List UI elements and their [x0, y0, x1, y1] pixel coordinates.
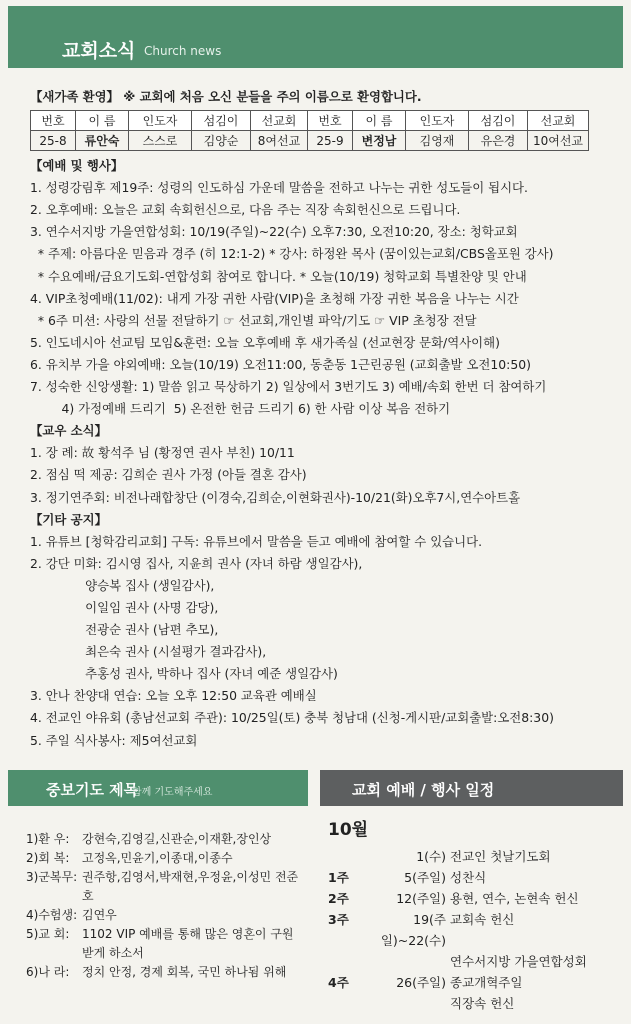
newcomers-header-row: [31, 111, 589, 131]
schedule-row: [328, 888, 618, 909]
newcomers-cell: 류안숙: [76, 131, 129, 151]
schedule-date: 1(수): [416, 849, 446, 864]
schedule-week: 1주: [328, 870, 349, 885]
prayer-item-key: 4)수험생:: [26, 908, 78, 922]
prayer-item-key: 2)회 복:: [26, 851, 70, 865]
prayer-item-value: 정치 안정, 경제 회복, 국민 하나됨 위해: [82, 965, 287, 979]
schedule-date: [366, 951, 450, 972]
prayer-item: [26, 830, 301, 849]
other-item: 5. 주일 식사봉사: 제5여선교회: [30, 732, 198, 748]
newcomers-column-header: 번호: [308, 111, 353, 131]
prayer-item-value: 1102 VIP 예배를 통해 많은 영혼이 구원받게 하소서: [82, 927, 294, 960]
schedule-event: 종교개혁주일: [450, 975, 523, 990]
newcomers-cell: 25-9: [308, 131, 353, 151]
newcomers-table: [30, 110, 589, 151]
schedule-row: [328, 951, 618, 972]
prayer-item-value: 권주항,김영서,박재현,우정윤,이성민 전준호: [82, 870, 299, 903]
schedule-header: [320, 770, 623, 806]
members-list: [30, 442, 615, 508]
other-title: 【기타 공지】: [30, 511, 107, 527]
other-item: 이일임 권사 (사명 감당),: [30, 599, 219, 615]
members-item: 3. 정기연주회: 비전나래합창단 (이경숙,김희순,이현화권사)-10/21(화)오후7시,연수아트홀: [30, 489, 521, 505]
prayer-title: 중보기도 제목: [46, 781, 139, 799]
newcomers-cell: 김양순: [192, 131, 251, 151]
worship-item: 6. 유치부 가을 야외예배: 오늘(10/19) 오전11:00, 동춘동 1근린공원 (교회출발 오전10:50): [30, 356, 531, 372]
prayer-item-value: 강현숙,김영길,신관순,이재환,장인상: [82, 832, 272, 846]
newcomers-column-header: 이 름: [76, 111, 129, 131]
prayer-item: [26, 868, 301, 906]
schedule-week: [328, 993, 366, 1014]
schedule-date: 19(주일)~22(수): [380, 912, 446, 948]
prayer-item-key: 3)군복무:: [26, 870, 78, 884]
schedule-date: 26(주일): [396, 975, 446, 990]
worship-item: * 수요예배/금요기도회-연합성회 참여로 합니다. * 오늘(10/19) 청학교회 특별찬양 및 안내: [30, 268, 527, 284]
newcomers-cell: 25-8: [31, 131, 76, 151]
newcomers-cell: 10여선교: [528, 131, 589, 151]
worship-item: 4) 가정예배 드리기 5) 온전한 헌금 드리기 6) 한 사람 이상 복음 전하기: [30, 401, 451, 417]
schedule-date: 12(주일): [396, 891, 446, 906]
worship-item: * 6주 미션: 사랑의 선물 전달하기 ☞ 선교회,개인별 파악/기도 ☞ VIP 초청장 전달: [30, 312, 477, 328]
newcomers-column-header: 선교회: [251, 111, 308, 131]
schedule-date: 5(주일): [404, 870, 446, 885]
other-item: 4. 전교인 야유회 (총남선교회 주관): 10/25일(토) 충북 청남대 (신청-게시판/교회출발:오전8:30): [30, 710, 554, 726]
schedule-row: [328, 993, 618, 1014]
schedule-week: 3주: [328, 912, 349, 927]
newcomers-cell: 스스로: [129, 131, 192, 151]
prayer-item-key: 6)나 라:: [26, 965, 70, 979]
page-subtitle: Church news: [144, 44, 222, 58]
other-item: 3. 안나 찬양대 연습: 오늘 오후 12:50 교육관 예배실: [30, 688, 317, 704]
other-item: 양승복 집사 (생일감사),: [30, 577, 215, 593]
newcomers-column-header: 이 름: [353, 111, 406, 131]
worship-item: 7. 성숙한 신앙생활: 1) 말씀 읽고 묵상하기 2) 일상에서 3번기도 3) 예배/속회 한번 더 참여하기: [30, 379, 547, 395]
prayer-item-key: 5)교 회:: [26, 927, 70, 941]
worship-item: 2. 오후예배: 오늘은 교회 속회헌신으로, 다음 주는 직장 속회헌신으로 드립니다.: [30, 202, 461, 218]
worship-item: 1. 성령강림후 제19주: 성령의 인도하심 가운데 말씀을 전하고 나누는 귀한 성도들이 됩시다.: [30, 180, 528, 196]
prayer-list: [26, 830, 301, 982]
prayer-item-key: 1)환 우:: [26, 832, 70, 846]
other-item: 1. 유튜브 [청학감리교회] 구독: 유튜브에서 말씀을 듣고 예배에 참여할 수 있습니다.: [30, 533, 483, 549]
worship-item: 4. VIP초청예배(11/02): 내게 가장 귀한 사람(VIP)을 초청해 가장 귀한 복음을 나누는 시간: [30, 290, 519, 306]
members-item: 1. 장 례: 故 황석주 님 (황정연 권사 부친) 10/11: [30, 445, 295, 461]
newcomers-column-header: 번호: [31, 111, 76, 131]
worship-item: 5. 인도네시아 선교팀 모임&훈련: 오늘 오후예배 후 새가족실 (선교현장 문화/역사이해): [30, 334, 500, 350]
schedule-week: [328, 846, 366, 867]
members-title: 【교우 소식】: [30, 423, 107, 439]
newcomers-column-header: 섬김이: [469, 111, 528, 131]
schedule-event: 성찬식: [450, 870, 487, 885]
other-item: 추홍성 권사, 박하나 집사 (자녀 예준 생일감사): [30, 666, 338, 682]
newcomers-cell: 변정남: [353, 131, 406, 151]
schedule-row: [328, 972, 618, 993]
schedule-week: [328, 951, 366, 972]
newcomers-cell: 유은경: [469, 131, 528, 151]
schedule-week: 4주: [328, 975, 349, 990]
page-header: [8, 6, 623, 68]
prayer-item-value: 김연우: [82, 908, 117, 922]
worship-item: * 주제: 아름다운 믿음과 경주 (히 12:1-2) * 강사: 하정완 목사 (꿈이있는교회/CBS올포원 강사): [30, 246, 554, 262]
prayer-subtitle: 함께 기도해주세요: [132, 787, 213, 798]
prayer-item: [26, 963, 301, 982]
prayer-item: [26, 906, 301, 925]
newcomers-data-row: [31, 131, 589, 151]
schedule-list: [328, 815, 618, 1014]
newcomers-cell: 김영재: [406, 131, 469, 151]
page-title: 교회소식: [62, 40, 136, 62]
schedule-event: 전교인 첫날기도회: [450, 849, 551, 864]
prayer-item: [26, 925, 301, 963]
schedule-event: 직장속 헌신: [450, 996, 515, 1011]
prayer-item: [26, 849, 301, 868]
schedule-event: 교회속 헌신: [450, 912, 515, 927]
schedule-event: 연수서지방 가을연합성회: [450, 954, 587, 969]
prayer-item-value: 고정옥,민윤기,이종대,이종수: [82, 851, 233, 865]
worship-list: [30, 177, 615, 420]
schedule-date: [366, 993, 450, 1014]
prayer-header: [8, 770, 308, 806]
other-item: 2. 강단 미화: 김시영 집사, 지윤희 권사 (자녀 하람 생일감사),: [30, 555, 363, 571]
other-list: [30, 531, 615, 752]
worship-title: 【예배 및 행사】: [30, 158, 124, 174]
schedule-week: 2주: [328, 891, 349, 906]
schedule-title: 교회 예배 / 행사 일정: [352, 781, 495, 799]
schedule-row: [328, 909, 618, 951]
schedule-row: [328, 846, 618, 867]
newcomers-column-header: 인도자: [129, 111, 192, 131]
schedule-event: 용현, 연수, 논현속 헌신: [450, 891, 579, 906]
members-item: 2. 점심 떡 제공: 김희순 권사 가정 (아들 결혼 감사): [30, 467, 307, 483]
other-item: 최은숙 권사 (시설평가 결과감사),: [30, 644, 267, 660]
newcomers-title: 【새가족 환영】 ※ 교회에 처음 오신 분들을 주의 이름으로 환영합니다.: [30, 89, 422, 104]
news-body: [30, 86, 615, 752]
newcomers-cell: 8여선교: [251, 131, 308, 151]
newcomers-column-header: 섬김이: [192, 111, 251, 131]
other-item: 전광순 권사 (남편 추모),: [30, 622, 219, 638]
worship-item: 3. 연수서지방 가을연합성회: 10/19(주일)~22(수) 오후7:30, 오전10:20, 장소: 청학교회: [30, 224, 518, 240]
newcomers-column-header: 선교회: [528, 111, 589, 131]
schedule-month: 10월: [328, 820, 369, 840]
newcomers-column-header: 인도자: [406, 111, 469, 131]
schedule-row: [328, 867, 618, 888]
